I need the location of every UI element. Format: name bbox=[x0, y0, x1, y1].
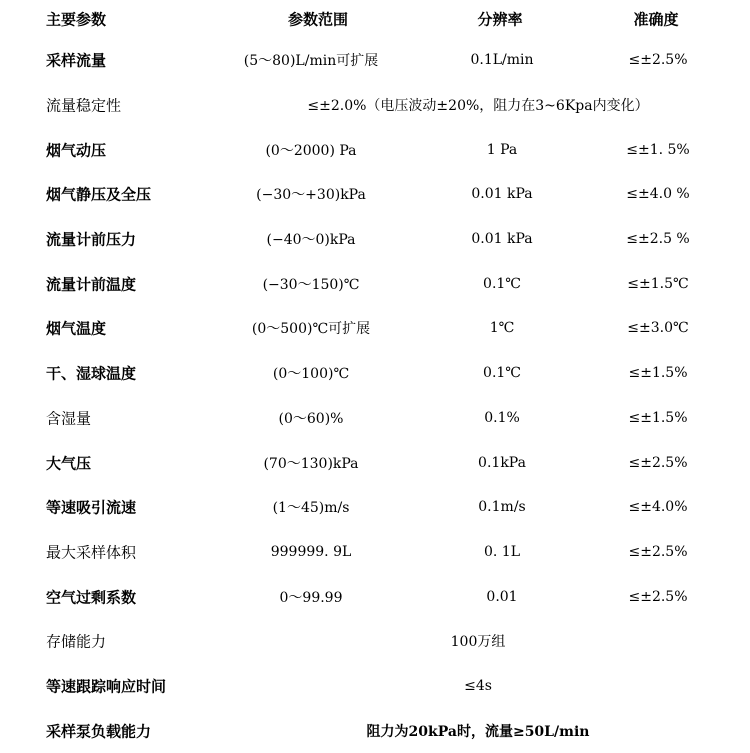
table-row bbox=[0, 38, 750, 83]
row-accuracy: ≤±2.5% bbox=[628, 454, 688, 471]
row-accuracy: ≤±1.5% bbox=[628, 365, 688, 382]
row-name: 烟气动压 bbox=[46, 141, 107, 160]
table-row bbox=[0, 306, 750, 351]
row-name: 采样流量 bbox=[46, 51, 107, 70]
table-header bbox=[0, 0, 750, 38]
row-name: 存储能力 bbox=[46, 632, 107, 651]
row-resolution: 0.01 bbox=[486, 588, 518, 605]
table-row bbox=[0, 217, 750, 262]
table-row bbox=[0, 172, 750, 217]
table-row bbox=[0, 664, 750, 709]
row-name: 含湿量 bbox=[46, 409, 92, 428]
row-resolution: 0.1L/min bbox=[470, 52, 534, 69]
row-range: (0～2000) Pa bbox=[265, 142, 357, 159]
row-resolution: 0.1℃ bbox=[483, 365, 521, 382]
row-range: (0～100)℃ bbox=[272, 366, 350, 383]
row-name: 等速吸引流速 bbox=[46, 498, 137, 517]
row-name: 采样泵负载能力 bbox=[46, 722, 152, 741]
table-row bbox=[0, 619, 750, 664]
row-range: (0～500)℃可扩展 bbox=[251, 321, 371, 338]
row-name: 流量稳定性 bbox=[46, 96, 122, 115]
row-resolution: 0.01 kPa bbox=[471, 186, 533, 203]
row-accuracy: ≤±3.0℃ bbox=[627, 320, 689, 337]
row-name: 大气压 bbox=[46, 454, 92, 473]
row-name: 最大采样体积 bbox=[46, 543, 137, 562]
row-name: 等速跟踪响应时间 bbox=[46, 677, 167, 696]
row-accuracy: ≤±4.0 % bbox=[626, 186, 690, 203]
row-resolution: 0.01 kPa bbox=[471, 231, 533, 248]
row-range: (−30～150)℃ bbox=[262, 276, 360, 293]
row-accuracy: ≤±4.0% bbox=[628, 499, 688, 516]
row-accuracy: ≤±1.5℃ bbox=[627, 275, 689, 292]
table-row bbox=[0, 261, 750, 306]
header-param: 主要参数 bbox=[46, 10, 107, 29]
row-range: (0～60)% bbox=[278, 410, 344, 427]
row-name: 流量计前温度 bbox=[46, 275, 137, 294]
table-row bbox=[0, 574, 750, 619]
row-accuracy: ≤±2.5 % bbox=[626, 231, 690, 248]
table-row bbox=[0, 440, 750, 485]
row-range: (5～80)L/min可扩展 bbox=[243, 53, 379, 70]
row-name: 干、湿球温度 bbox=[46, 364, 137, 383]
row-name: 烟气静压及全压 bbox=[46, 185, 152, 204]
table-row bbox=[0, 396, 750, 441]
header-range: 参数范围 bbox=[287, 10, 349, 29]
row-resolution: 1℃ bbox=[489, 320, 515, 337]
row-resolution: 0. 1L bbox=[483, 543, 521, 560]
row-span-value: ≤±2.0%（电压波动±20%，阻力在3~6Kpa内变化） bbox=[307, 98, 649, 115]
row-accuracy: ≤±1.5% bbox=[628, 409, 688, 426]
row-resolution: 0.1m/s bbox=[478, 499, 526, 516]
row-resolution: 0.1% bbox=[484, 409, 520, 426]
table-row bbox=[0, 485, 750, 530]
table-row bbox=[0, 83, 750, 128]
row-accuracy: ≤±2.5% bbox=[628, 543, 688, 560]
row-resolution: 0.1kPa bbox=[478, 454, 526, 471]
row-range: 999999. 9L bbox=[270, 543, 352, 560]
row-range: (−40～0)kPa bbox=[266, 232, 356, 249]
row-range: (1～45)m/s bbox=[272, 500, 350, 517]
row-accuracy: ≤±2.5% bbox=[628, 588, 688, 605]
row-span-value: ≤4s bbox=[464, 677, 492, 694]
row-range: (−30～+30)kPa bbox=[256, 187, 366, 204]
table-row bbox=[0, 351, 750, 396]
row-name: 空气过剩系数 bbox=[46, 588, 137, 607]
table-row bbox=[0, 530, 750, 575]
table-row bbox=[0, 127, 750, 172]
row-accuracy: ≤±2.5% bbox=[628, 52, 688, 69]
row-resolution: 0.1℃ bbox=[483, 275, 521, 292]
row-resolution: 1 Pa bbox=[486, 141, 518, 158]
header-resolution: 分辨率 bbox=[477, 10, 523, 29]
row-name: 烟气温度 bbox=[46, 319, 107, 338]
row-range: 0～99.99 bbox=[279, 589, 343, 606]
row-span-value: 100万组 bbox=[450, 634, 506, 651]
row-range: (70～130)kPa bbox=[263, 455, 359, 472]
header-accuracy: 准确度 bbox=[633, 10, 679, 29]
row-name: 流量计前压力 bbox=[46, 230, 137, 249]
table-row bbox=[0, 708, 750, 753]
row-accuracy: ≤±1. 5% bbox=[626, 141, 690, 158]
row-span-value: 阻力为20kPa时，流量≥50L/min bbox=[366, 723, 590, 740]
